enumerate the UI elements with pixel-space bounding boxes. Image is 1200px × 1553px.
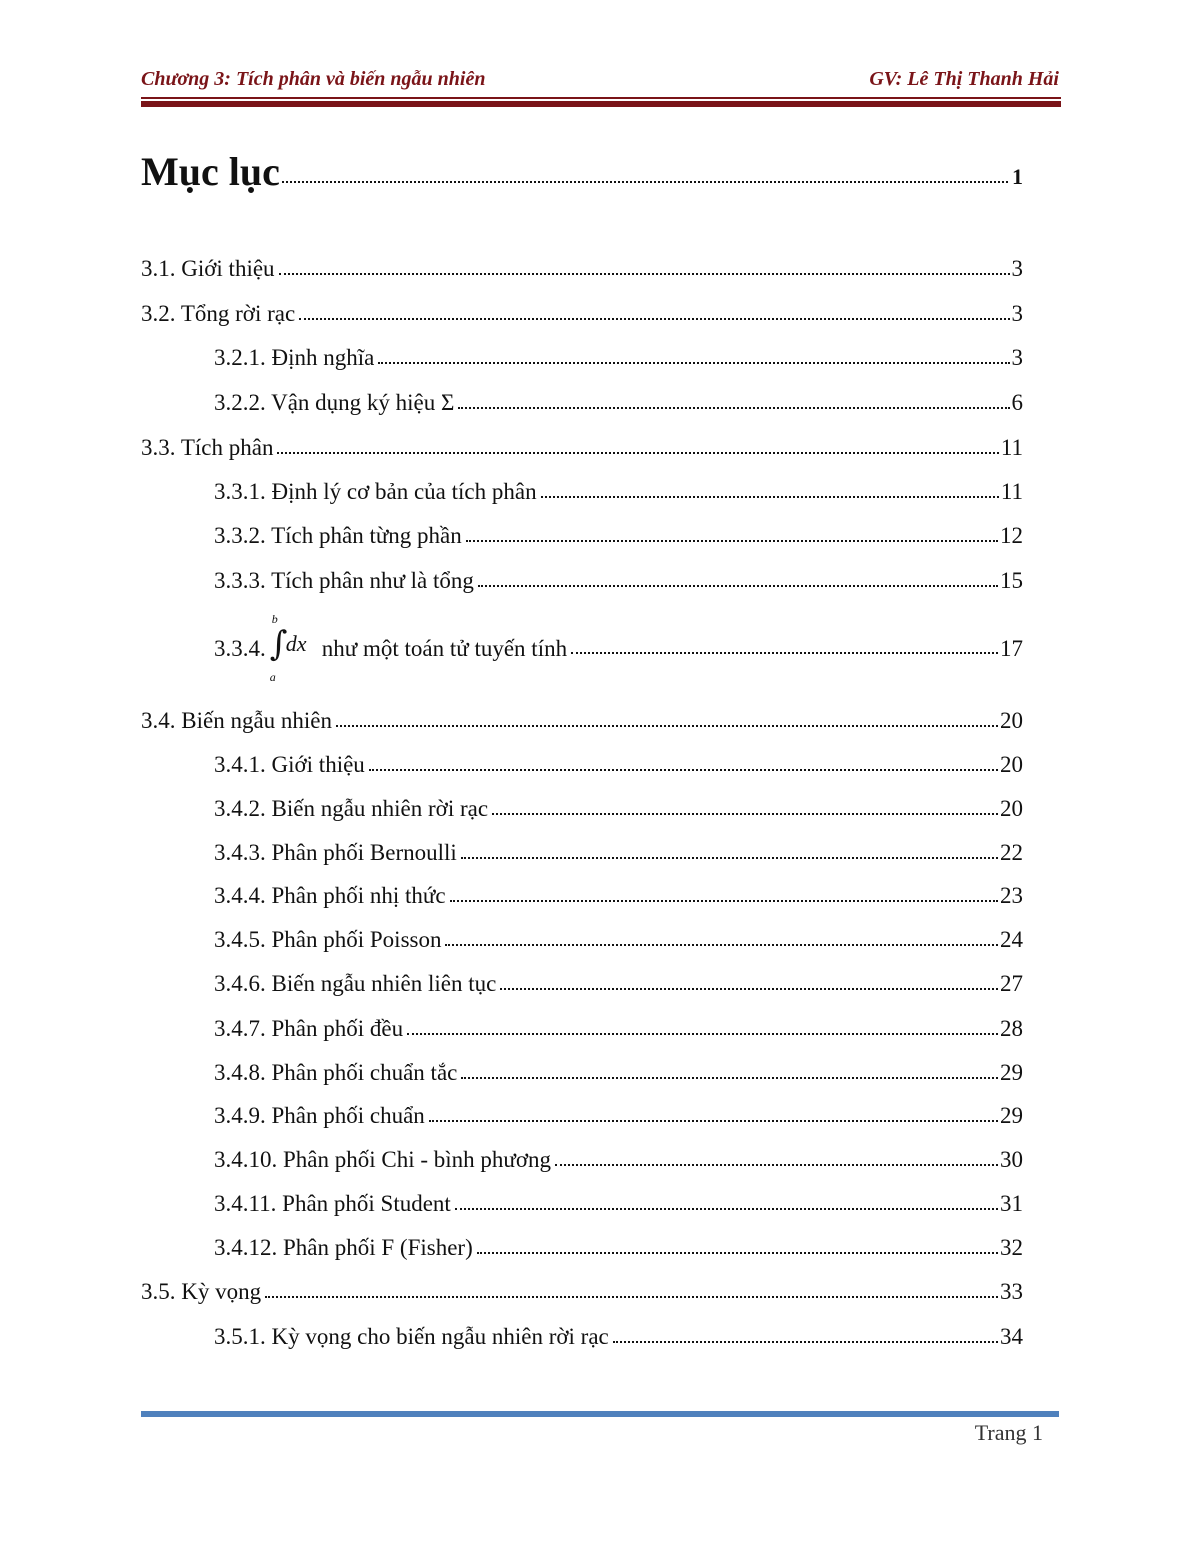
toc-entry-label: 3.2.1. Định nghĩa <box>214 345 375 370</box>
header-chapter-title: Chương 3: Tích phân và biến ngẫu nhiên <box>141 68 486 90</box>
toc-entry-3-4-7[interactable] <box>214 1010 1023 1040</box>
toc-entry-label: 3.4.11. Phân phối Student <box>214 1191 451 1216</box>
toc-dot-leader <box>336 725 998 727</box>
toc-entry-3-4[interactable] <box>141 702 1023 732</box>
toc-dot-leader <box>613 1341 998 1343</box>
toc-entry-3-4-10[interactable] <box>214 1141 1023 1171</box>
toc-entry-3-3[interactable] <box>141 429 1023 459</box>
toc-dot-leader <box>429 1120 998 1122</box>
toc-entry-page: 34 <box>1000 1324 1023 1349</box>
toc-entry-page: 28 <box>1000 1016 1023 1041</box>
toc-dot-leader <box>571 652 998 654</box>
toc-entry-3-4-8[interactable] <box>214 1054 1023 1084</box>
toc-dot-leader <box>461 857 998 859</box>
toc-entry-label: 3.2. Tổng rời rạc <box>141 301 296 326</box>
toc-dot-leader <box>458 407 1009 409</box>
toc-entry-3-2-1[interactable] <box>214 339 1023 369</box>
toc-entry-3-4-9[interactable] <box>214 1097 1023 1127</box>
toc-entry-page: 30 <box>1000 1147 1023 1172</box>
toc-entry-3-5-1[interactable] <box>214 1318 1023 1348</box>
toc-title-page: 1 <box>1012 164 1023 189</box>
toc-entry-page: 6 <box>1011 390 1023 415</box>
page-header <box>141 68 1059 98</box>
toc-entry-label: 3.4.6. Biến ngẫu nhiên liên tục <box>214 971 497 996</box>
toc-entry-label: 3.5.1. Kỳ vọng cho biến ngẫu nhiên rời rạc <box>214 1324 609 1349</box>
toc-dot-leader <box>407 1033 998 1035</box>
toc-entry-text: như một toán tử tuyến tính <box>321 635 568 661</box>
toc-entry-3-4-6[interactable] <box>214 965 1023 995</box>
toc-entry-page: 12 <box>1000 523 1023 548</box>
toc-dot-leader <box>555 1164 998 1166</box>
toc-entry-3-4-4[interactable] <box>214 877 1023 907</box>
toc-entry-3-1[interactable] <box>141 250 1023 280</box>
toc-title: Mục lục <box>141 149 280 194</box>
toc-entry-label: 3.4.4. Phân phối nhị thức <box>214 883 446 908</box>
integral-differential: dx <box>285 631 307 656</box>
toc-dot-leader <box>461 1077 998 1079</box>
toc-dot-leader <box>279 273 1010 275</box>
integral-lower-limit: a <box>269 670 276 684</box>
toc-entry-page: 29 <box>1000 1060 1023 1085</box>
toc-dot-leader <box>282 181 1008 183</box>
toc-dot-leader <box>466 540 998 542</box>
toc-entry-page: 11 <box>1000 479 1023 504</box>
toc-entry-page: 11 <box>1000 435 1023 460</box>
toc-dot-leader <box>541 496 999 498</box>
toc-entry-3-3-2[interactable] <box>214 517 1023 547</box>
toc-dot-leader <box>277 452 998 454</box>
toc-entry-label: 3.4. Biến ngẫu nhiên <box>141 708 332 733</box>
header-rule-thin <box>141 97 1061 99</box>
toc-entry-3-4-3[interactable] <box>214 834 1023 864</box>
toc-dot-leader <box>455 1208 998 1210</box>
toc-dot-leader <box>500 988 998 990</box>
toc-entry-label: 3.1. Giới thiệu <box>141 256 275 281</box>
toc-entry-3-5[interactable] <box>141 1273 1023 1303</box>
toc-entry-3-4-11[interactable] <box>214 1185 1023 1215</box>
toc-entry-page: 15 <box>1000 568 1023 593</box>
toc-dot-leader <box>445 944 998 946</box>
toc-entry-number: 3.3.4. <box>214 635 266 661</box>
toc-dot-leader <box>265 1296 998 1298</box>
toc-entry-label: 3.4.5. Phân phối Poisson <box>214 927 442 952</box>
toc-entry-3-2[interactable] <box>141 295 1023 325</box>
toc-entry-page: 31 <box>1000 1191 1023 1216</box>
toc-entry-label: 3.3.2. Tích phân từng phần <box>214 523 462 548</box>
toc-entry-3-4-12[interactable] <box>214 1229 1023 1259</box>
toc-entry-page: 24 <box>1000 927 1023 952</box>
toc-entry-3-2-2[interactable] <box>214 384 1023 414</box>
toc-entry-page: 17 <box>1000 635 1023 661</box>
toc-entry-label: 3.4.3. Phân phối Bernoulli <box>214 840 457 865</box>
toc-entry-page: 27 <box>1000 971 1023 996</box>
toc-entry-page: 29 <box>1000 1103 1023 1128</box>
toc-entry-label: 3.4.8. Phân phối chuẩn tắc <box>214 1060 458 1085</box>
toc-entry-label: 3.3. Tích phân <box>141 435 274 460</box>
toc-dot-leader <box>477 1252 998 1254</box>
toc-entry-label: 3.4.9. Phân phối chuẩn <box>214 1103 425 1128</box>
toc-entry-label: 3.2.2. Vận dụng ký hiệu Σ <box>214 390 455 415</box>
toc-entry-page: 32 <box>1000 1235 1023 1260</box>
toc-entry-3-4-1[interactable] <box>214 746 1023 776</box>
integral-upper-limit: b <box>271 612 278 626</box>
toc-entry-3-3-4[interactable] <box>214 612 1023 684</box>
footer-rule <box>141 1411 1059 1417</box>
toc-entry-label <box>214 613 567 683</box>
toc-entry-3-3-1[interactable] <box>214 473 1023 503</box>
toc-entry-label: 3.4.10. Phân phối Chi - bình phương <box>214 1147 552 1172</box>
toc-dot-leader <box>492 813 998 815</box>
toc-entry-3-3-3[interactable] <box>214 562 1023 592</box>
toc-entry-page: 3 <box>1011 301 1023 326</box>
toc-entry-page: 20 <box>1000 796 1023 821</box>
footer-page-number: Trang 1 <box>974 1420 1043 1445</box>
integral-sign-icon: ∫ <box>269 624 288 664</box>
toc-entry-label: 3.4.12. Phân phối F (Fisher) <box>214 1235 473 1260</box>
toc-dot-leader <box>450 900 998 902</box>
header-rule-thick <box>141 101 1061 107</box>
toc-entry-label: 3.3.1. Định lý cơ bản của tích phân <box>214 479 537 504</box>
toc-dot-leader <box>478 585 998 587</box>
toc-dot-leader <box>299 318 1009 320</box>
toc-dot-leader <box>378 362 1009 364</box>
toc-entry-page: 33 <box>1000 1279 1023 1304</box>
toc-entry-page: 22 <box>1000 840 1023 865</box>
toc-title-row <box>141 140 1023 192</box>
toc-dot-leader <box>369 769 998 771</box>
toc-entry-page: 20 <box>1000 752 1023 777</box>
toc-entry-label: 3.5. Kỳ vọng <box>141 1279 262 1304</box>
toc-entry-label: 3.4.2. Biến ngẫu nhiên rời rạc <box>214 796 489 821</box>
toc-entry-label: 3.4.7. Phân phối đều <box>214 1016 404 1041</box>
toc-entry-page: 20 <box>1000 708 1023 733</box>
header-author: GV: Lê Thị Thanh Hải <box>869 68 1059 90</box>
toc-entry-page: 23 <box>1000 883 1023 908</box>
toc-entry-page: 3 <box>1011 256 1023 281</box>
toc-entry-3-4-5[interactable] <box>214 921 1023 951</box>
toc-entry-label: 3.3.3. Tích phân như là tổng <box>214 568 474 593</box>
integral-expression <box>268 613 316 683</box>
toc-entry-page: 3 <box>1011 345 1023 370</box>
toc-entry-3-4-2[interactable] <box>214 790 1023 820</box>
toc-entry-label: 3.4.1. Giới thiệu <box>214 752 365 777</box>
